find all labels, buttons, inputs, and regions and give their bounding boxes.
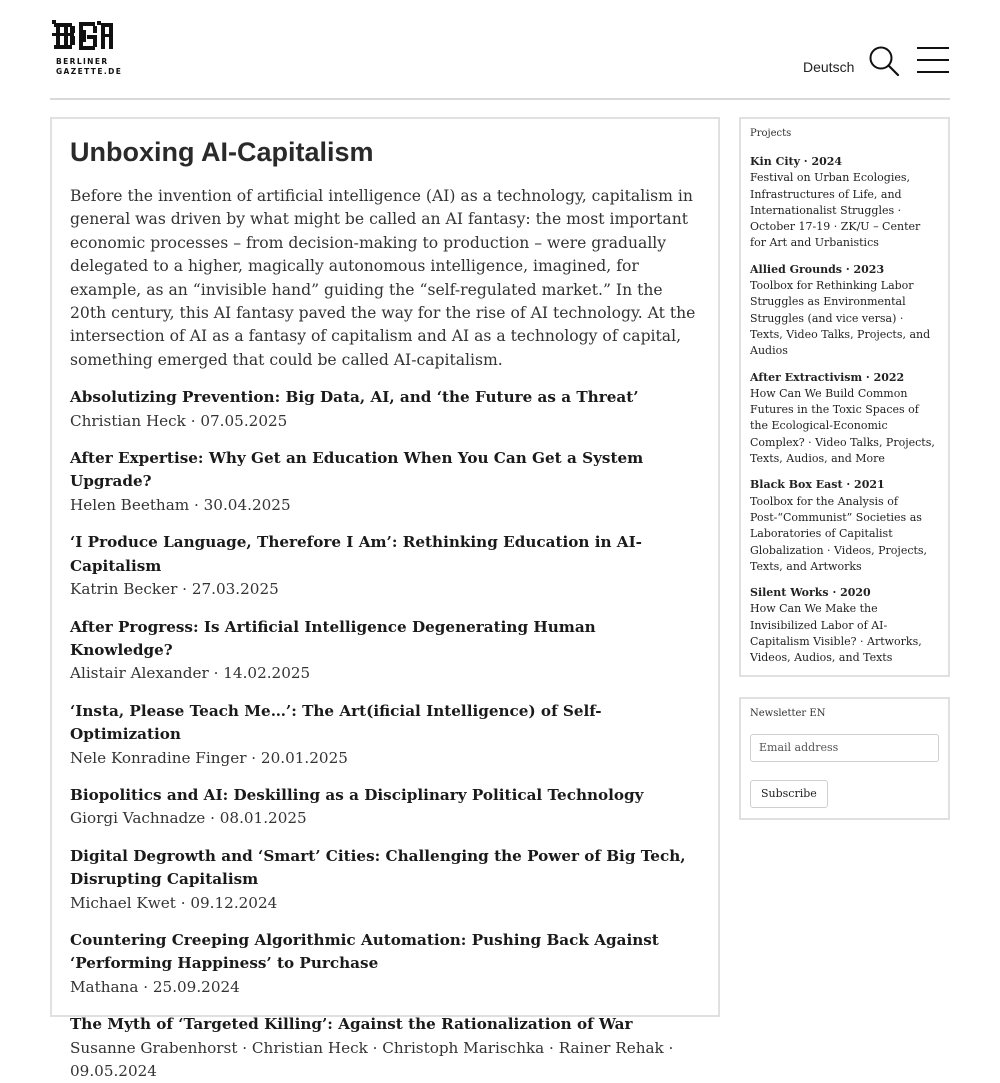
project-title: Kin City · 2024	[750, 155, 843, 168]
article-title-link[interactable]: Countering Creeping Algorithmic Automation: Pushing Back Against ‘Performing Happiness’ to Purchase	[70, 930, 659, 973]
article-item	[70, 784, 700, 831]
article-title-link[interactable]: The Myth of ‘Targeted Killing’: Against the Rationalization of War	[70, 1015, 633, 1034]
article-item	[70, 700, 700, 770]
article-list	[70, 386, 700, 1083]
article-meta: Susanne Grabenhorst · Christian Heck · Christoph Marischka · Rainer Rehak · 09.05.2024	[70, 1038, 674, 1080]
project-title: Allied Grounds · 2023	[750, 262, 885, 276]
language-switch-link[interactable]: Deutsch	[803, 59, 855, 75]
project-description: Festival on Urban Ecologies, Infrastructures of Life, and Internationalist Struggles · October 17-19 · ZK/U – Center for Art and Urbanistics	[750, 171, 921, 250]
article-meta: Giorgi Vachnadze · 08.01.2025	[70, 809, 307, 828]
article-meta: Helen Beetham · 30.04.2025	[70, 495, 291, 514]
projects-heading: Projects	[750, 128, 792, 139]
article-meta: Mathana · 25.09.2024	[70, 977, 240, 996]
email-input[interactable]	[750, 734, 939, 762]
article-item	[70, 531, 700, 601]
article-meta: Nele Konradine Finger · 20.01.2025	[70, 748, 348, 767]
article-title-link[interactable]: ‘Insta, Please Teach Me…’: The Art(ificial Intelligence) of Self-Optimization	[70, 701, 602, 744]
hamburger-menu-icon	[916, 45, 950, 75]
search-button[interactable]	[868, 45, 900, 77]
article-title-link[interactable]: Absolutizing Prevention: Big Data, AI, and ‘the Future as a Threat’	[70, 388, 639, 407]
newsletter-box	[739, 697, 950, 820]
project-item[interactable]	[750, 370, 939, 468]
project-item[interactable]	[750, 154, 939, 252]
main-content	[50, 117, 720, 1080]
article-item	[70, 1013, 700, 1083]
article-meta: Christian Heck · 07.05.2025	[70, 411, 288, 430]
article-title-link[interactable]: Biopolitics and AI: Deskilling as a Disciplinary Political Technology	[70, 785, 644, 804]
search-icon	[868, 45, 900, 77]
project-title: Silent Works · 2020	[750, 586, 871, 600]
project-description: Toolbox for Rethinking Labor Struggles as Environmental Struggles (and vice versa) · Texts, Video Talks, Projects, and Audios	[750, 279, 931, 358]
project-description: How Can We Build Common Futures in the Toxic Spaces of the Ecological-Economic Complex? · Video Talks, Projects, Texts, Audios, and More	[750, 386, 935, 466]
article-item	[70, 447, 700, 517]
projects-box	[739, 117, 950, 677]
project-item[interactable]	[750, 585, 939, 666]
logo-text-line1: BERLINER	[56, 57, 109, 66]
project-item[interactable]	[750, 477, 939, 575]
article-item	[70, 386, 700, 433]
project-title: After Extractivism · 2022	[750, 370, 905, 384]
project-description: Toolbox for the Analysis of Post-“Communist” Societies as Laboratories of Capitalist Globalization · Videos, Projects, Texts, and Artworks	[750, 494, 928, 573]
logo-blackletter-icon	[52, 20, 114, 54]
berliner-gazette-logo[interactable]	[52, 20, 123, 78]
article-title-link[interactable]: Digital Degrowth and ‘Smart’ Cities: Challenging the Power of Big Tech, Disrupting Capitalism	[70, 846, 686, 889]
article-title-link[interactable]: After Progress: Is Artificial Intelligence Degenerating Human Knowledge?	[70, 617, 596, 659]
article-title-link[interactable]: After Expertise: Why Get an Education When You Can Get a System Upgrade?	[70, 449, 644, 491]
article-title-link[interactable]: ‘I Produce Language, Therefore I Am’: Rethinking Education in AI-Capitalism	[70, 533, 642, 575]
intro-paragraph: Before the invention of artificial intelligence (AI) as a technology, capitalism in general was driven by what might be called an AI fantasy: the most important economic processes – from decision-making to production – were gradually delegated to a higher, magically autonomous intelligence, imagined, for example, as an “invisible hand” guiding the “self-regulated market.” In the 20th century, this AI fantasy paved the way for the rise of AI technology. At the intersection of AI as a fantasy of capitalism and AI as a technology of capital, something emerged that could be called AI-capitalism.	[70, 187, 696, 369]
article-item	[70, 616, 700, 686]
site-header	[50, 0, 950, 100]
menu-button[interactable]	[916, 45, 950, 75]
article-item	[70, 929, 700, 999]
newsletter-heading: Newsletter EN	[750, 707, 826, 719]
project-description: How Can We Make the Invisibilized Labor of AI-Capitalism Visible? · Artworks, Videos, Audios, and Texts	[750, 602, 922, 665]
article-meta: Michael Kwet · 09.12.2024	[70, 893, 278, 912]
project-item[interactable]	[750, 262, 939, 360]
subscribe-button[interactable]: Subscribe	[750, 780, 828, 808]
project-title: Black Box East · 2021	[750, 478, 885, 492]
sidebar	[739, 117, 950, 840]
article-item	[70, 845, 700, 915]
article-meta: Katrin Becker · 27.03.2025	[70, 580, 279, 599]
article-meta: Alistair Alexander · 14.02.2025	[70, 664, 311, 683]
page-title: Unboxing AI-Capitalism	[70, 137, 374, 167]
logo-text-line2: GAZETTE.DE	[56, 67, 123, 76]
